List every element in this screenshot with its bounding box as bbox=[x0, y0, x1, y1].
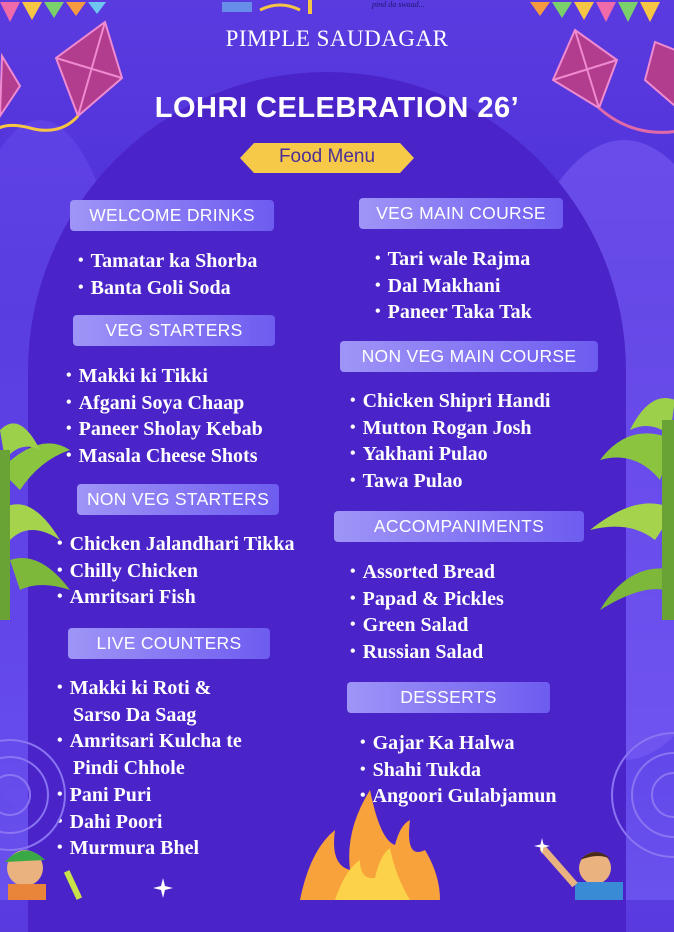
section-non-veg-main-course: NON VEG MAIN COURSE bbox=[340, 341, 598, 372]
welcome-drinks-list bbox=[78, 248, 257, 301]
list-item: Pindi Chhole bbox=[73, 757, 185, 780]
bonfire-icon bbox=[290, 790, 450, 900]
list-item: • Tari wale Rajma bbox=[375, 246, 532, 273]
list-item: • Mutton Rogan Josh bbox=[350, 415, 550, 442]
brand-tagline: pind da swaad... bbox=[372, 0, 425, 9]
section-desserts: DESSERTS bbox=[347, 682, 550, 713]
sugarcane-icon bbox=[580, 380, 674, 620]
list-item: • Makki ki Tikki bbox=[66, 363, 263, 390]
section-veg-main-course: VEG MAIN COURSE bbox=[359, 198, 563, 229]
list-item: • Russian Salad bbox=[350, 639, 504, 666]
section-live-counters: LIVE COUNTERS bbox=[68, 628, 270, 659]
sparkle-icon bbox=[534, 838, 550, 854]
list-item: • Amritsari Fish bbox=[57, 584, 295, 611]
list-item: • Chilly Chicken bbox=[57, 558, 295, 585]
list-item: • Dal Makhani bbox=[375, 273, 532, 300]
list-item: • Paneer Taka Tak bbox=[375, 299, 532, 326]
list-item: • Tawa Pulao bbox=[350, 468, 550, 495]
list-item: • Masala Cheese Shots bbox=[66, 443, 263, 470]
list-item: • Paneer Sholay Kebab bbox=[66, 416, 263, 443]
list-item: Sarso Da Saag bbox=[73, 703, 197, 726]
list-item: • Dahi Poori bbox=[57, 809, 242, 836]
list-item: • Tamatar ka Shorba bbox=[78, 248, 257, 275]
page-title: LOHRI CELEBRATION 26’ bbox=[154, 92, 520, 124]
veg-starters-list bbox=[66, 363, 263, 470]
section-accompaniments: ACCOMPANIMENTS bbox=[334, 511, 584, 542]
list-item: • Afgani Soya Chaap bbox=[66, 390, 263, 417]
brand-name: PIMPLE SAUDAGAR bbox=[225, 26, 449, 51]
non-veg-starters-list bbox=[57, 531, 295, 611]
list-item: • Angoori Gulabjamun bbox=[360, 783, 557, 810]
list-item: • Yakhani Pulao bbox=[350, 441, 550, 468]
list-item: • Amritsari Kulcha te bbox=[57, 728, 242, 755]
list-item: • Chicken Jalandhari Tikka bbox=[57, 531, 295, 558]
section-non-veg-starters: NON VEG STARTERS bbox=[77, 484, 279, 515]
list-item: • Banta Goli Soda bbox=[78, 275, 257, 302]
dancer-figure bbox=[0, 840, 100, 900]
sugarcane-icon bbox=[0, 390, 80, 620]
section-veg-starters: VEG STARTERS bbox=[73, 315, 275, 346]
food-menu-label: Food Menu bbox=[278, 146, 376, 167]
list-item: • Assorted Bread bbox=[350, 559, 504, 586]
live-counters-list bbox=[57, 675, 242, 862]
list-item: • Pani Puri bbox=[57, 782, 242, 809]
kite-icon bbox=[0, 16, 140, 166]
list-item: • Gajar Ka Halwa bbox=[360, 730, 557, 757]
accompaniments-list bbox=[350, 559, 504, 666]
list-item: • Makki ki Roti & bbox=[57, 675, 242, 702]
logo-icon bbox=[220, 0, 330, 18]
list-item: • Shahi Tukda bbox=[360, 757, 557, 784]
dancer-figure bbox=[540, 830, 660, 900]
list-item: • Papad & Pickles bbox=[350, 586, 504, 613]
sparkle-icon bbox=[153, 878, 173, 898]
list-item: • Green Salad bbox=[350, 612, 504, 639]
section-welcome-drinks: WELCOME DRINKS bbox=[70, 200, 274, 231]
veg-main-course-list bbox=[375, 246, 532, 326]
list-item: • Murmura Bhel bbox=[57, 835, 242, 862]
list-item: • Chicken Shipri Handi bbox=[350, 388, 550, 415]
non-veg-main-course-list bbox=[350, 388, 550, 495]
